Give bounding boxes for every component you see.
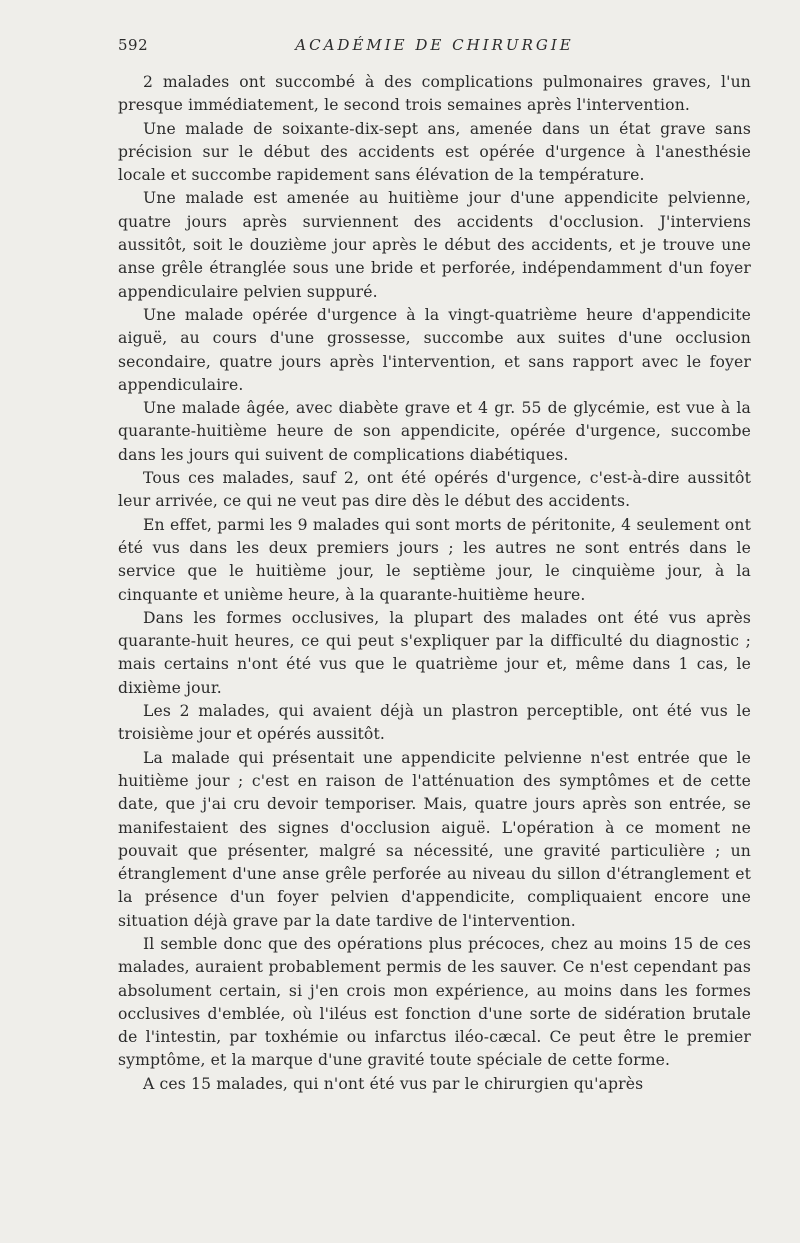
running-title: ACADÉMIE DE CHIRURGIE — [295, 36, 574, 54]
paragraph: Il semble donc que des opérations plus précoces, chez au moins 15 de ces malades, auraient probablement permis de les sauver. Ce n'est cependant pas absolument certain, si j'en crois mon expérience, au moins dans les formes occlusives d'emblée, où l'iléus est fonction d'une sorte de sidération brutale de l'intestin, par toxhémie ou infarctus iléo-cæcal. Ce peut être le premier symptôme, et la marque d'une gravité toute spéciale de cette forme. — [118, 934, 751, 1070]
paragraph: Une malade de soixante-dix-sept ans, amenée dans un état grave sans précision sur le début des accidents est opérée d'urgence à l'anesthésie locale et succombe rapidement sans élévation de la température. — [118, 119, 751, 185]
paragraph: Une malade est amenée au huitième jour d'une appendicite pelvienne, quatre jours après surviennent des accidents d'occlusion. J'interviens aussitôt, soit le douzième jour après le début des accidents, et je trouve une anse grêle étranglée sous une bride et perforée, indépendamment d'un foyer appendiculaire pelvien suppuré. — [118, 189, 751, 301]
paragraph: Tous ces malades, sauf 2, ont été opérés d'urgence, c'est-à-dire aussitôt leur arrivée, ce qui ne veut pas dire dès le début des accidents. — [118, 469, 751, 511]
paragraph: 2 malades ont succombé à des complications pulmonaires graves, l'un presque immédiatement, le second trois semaines après l'intervention. — [118, 73, 751, 115]
paragraph: A ces 15 malades, qui n'ont été vus par le chirurgien qu'après — [143, 1074, 644, 1093]
paragraph: Dans les formes occlusives, la plupart des malades ont été vus après quarante-huit heures, ce qui peut s'expliquer par la difficulté du diagnostic ; mais certains n'ont été vus que le quatrième jour et, même dans 1 cas, le dixième jour. — [118, 608, 751, 697]
paragraph: Une malade âgée, avec diabète grave et 4 gr. 55 de glycémie, est vue à la quarante-huitième heure de son appendicite, opérée d'urgence, succombe dans les jours qui suivent de complications diabétiques. — [118, 399, 751, 464]
page-number: 592 — [118, 36, 149, 54]
paragraph: La malade qui présentait une appendicite pelvienne n'est entrée que le huitième jour ; c'est en raison de l'atténuation des symptômes et de cette date, que j'ai cru devoir temporiser. Mais, quatre jours après son entrée, se manifestaient des signes d'occlusion aiguë. L'opération à ce moment ne pouvait que présenter, malgré sa nécessité, une gravité particulière ; un étranglement d'une anse grêle perforée au niveau du sillon d'étranglement et la présence d'un foyer pelvien d'appendicite, compliquaient encore une situation déjà grave par la date tardive de l'intervention. — [118, 748, 751, 930]
body-text — [118, 71, 751, 1096]
paragraph: En effet, parmi les 9 malades qui sont morts de péritonite, 4 seulement ont été vus dans les deux premiers jours ; les autres ne sont entrés dans le service que le huitième jour, le septième jour, le cinquième jour, à la cinquante et unième heure, à la quarante-huitième heure. — [118, 515, 751, 604]
page-header — [118, 36, 751, 58]
paragraph: Les 2 malades, qui avaient déjà un plastron perceptible, ont été vus le troisième jour et opérés aussitôt. — [118, 702, 751, 744]
paragraph: Une malade opérée d'urgence à la vingt-quatrième heure d'appendicite aiguë, au cours d'une grossesse, succombe aux suites d'une occlusion secondaire, quatre jours après l'intervention, et sans rapport avec le foyer appendiculaire. — [118, 305, 751, 394]
